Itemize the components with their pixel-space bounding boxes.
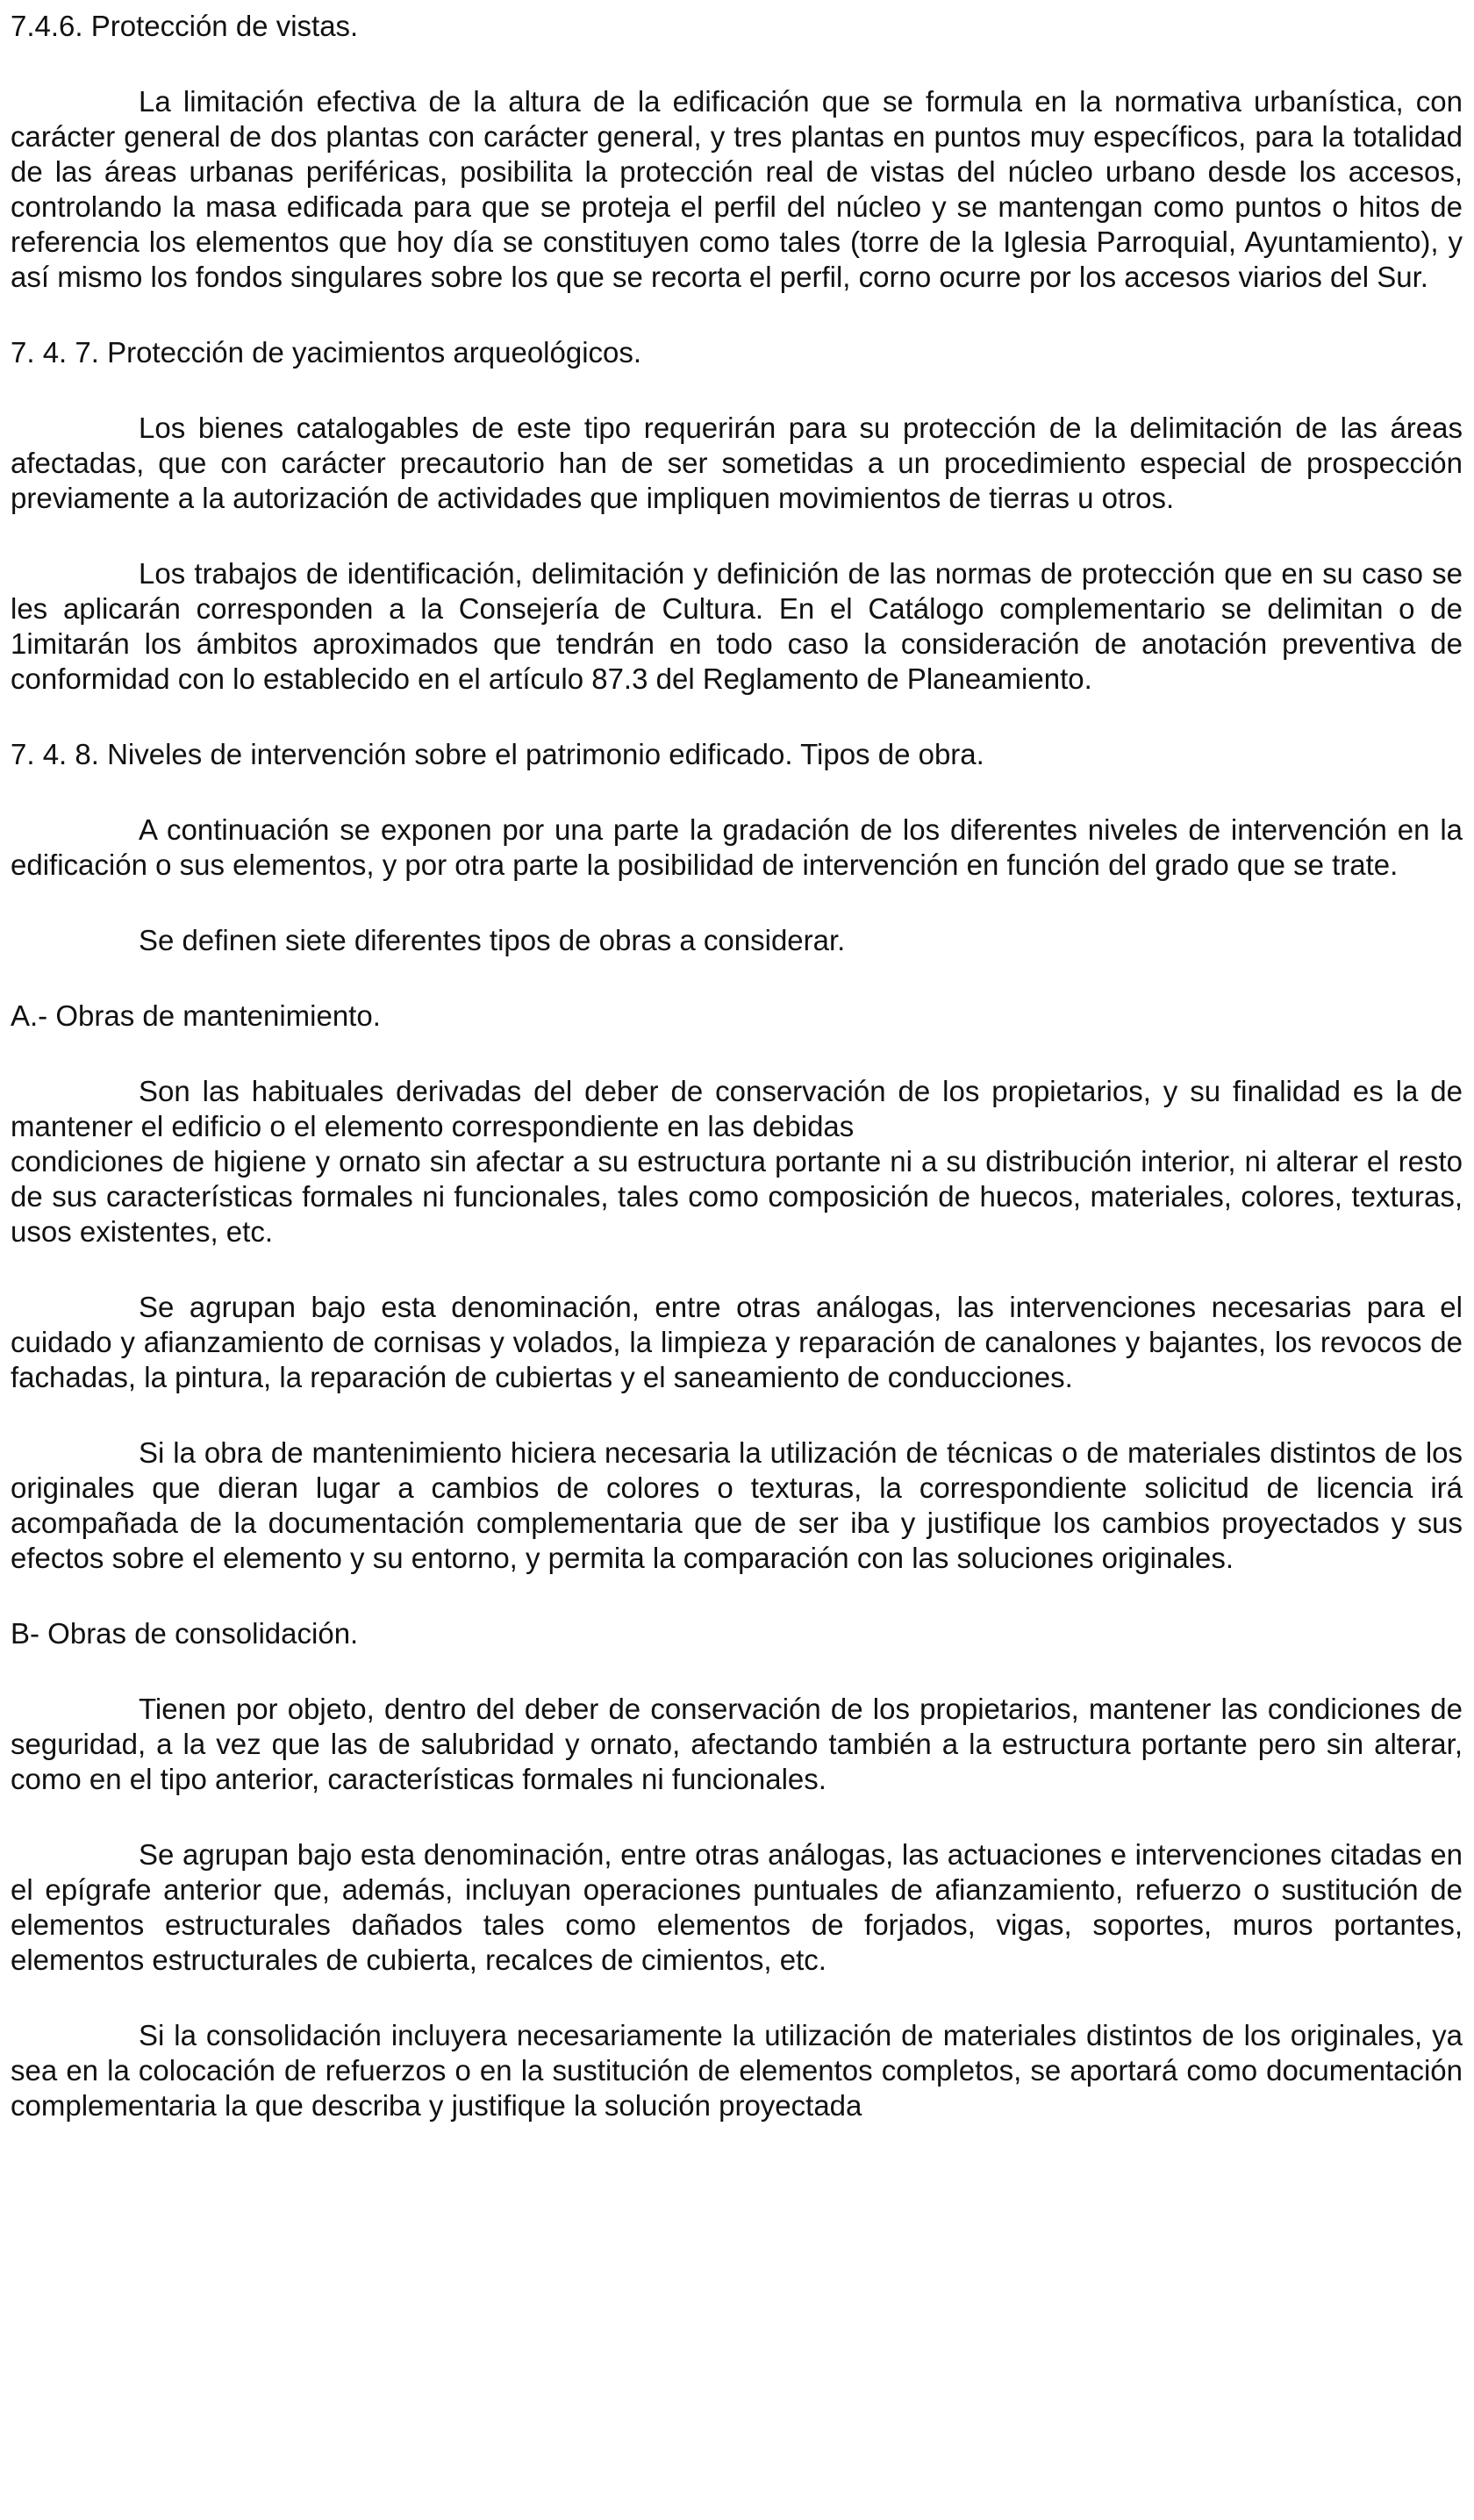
section-heading-7-4-6: 7.4.6. Protección de vistas. [11, 10, 359, 42]
paragraph: Si la consolidación incluyera necesariamente la utilización de materiales distintos de los originales, ya sea en la colocación de refuerzos o en la sustitución de elementos completos, se aportará como documentación complementaria la que describa y justifique la solución proyectada [11, 2019, 1463, 2122]
section-heading-7-4-8: 7. 4. 8. Niveles de intervención sobre el patrimonio edificado. Tipos de obra. [11, 738, 984, 770]
document-page [11, 9, 1463, 2123]
paragraph: La limitación efectiva de la altura de la edificación que se formula en la normativa urbanística, con carácter general de dos plantas con carácter general, y tres plantas en puntos muy específicos, para la totalidad de las áreas urbanas periféricas, posibilita la protección real de vistas del núcleo urbano desde los accesos, controlando la masa edificada para que se proteja el perfil del núcleo y se mantengan como puntos o hitos de referencia los elementos que hoy día se constituyen como tales (torre de la Iglesia Parroquial, Ayuntamiento), y así mismo los fondos singulares sobre los que se recorta el perfil, corno ocurre por los accesos viarios del Sur. [11, 85, 1463, 293]
section-heading-a: A.- Obras de mantenimiento. [11, 999, 381, 1032]
paragraph: A continuación se exponen por una parte la gradación de los diferentes niveles de intervención en la edificación o sus elementos, y por otra parte la posibilidad de intervención en función del grado que se trate. [11, 813, 1463, 881]
paragraph: Se agrupan bajo esta denominación, entre otras análogas, las intervenciones necesarias para el cuidado y afianzamiento de cornisas y volados, la limpieza y reparación de canalones y bajantes, los revocos de fachadas, la pintura, la reparación de cubiertas y el saneamiento de conducciones. [11, 1291, 1463, 1393]
paragraph: Tienen por objeto, dentro del deber de conservación de los propietarios, mantener las condiciones de seguridad, a la vez que las de salubridad y ornato, afectando también a la estructura portante pero sin alterar, como en el tipo anterior, características formales ni funcionales. [11, 1693, 1463, 1795]
paragraph: Los trabajos de identificación, delimitación y definición de las normas de protección que en su caso se les aplicarán corresponden a la Consejería de Cultura. En el Catálogo complementario se delimitan o de 1imitarán los ámbitos aproximados que tendrán en todo caso la consideración de anotación preventiva de conformidad con lo establecido en el artículo 87.3 del Reglamento de Planeamiento. [11, 557, 1463, 695]
section-heading-7-4-7: 7. 4. 7. Protección de yacimientos arqueológicos. [11, 336, 642, 369]
paragraph: Se agrupan bajo esta denominación, entre otras análogas, las actuaciones e intervenciones citadas en el epígrafe anterior que, además, incluyan operaciones puntuales de afianzamiento, refuerzo o sustitución de elementos estructurales dañados tales como elementos de forjados, vigas, soportes, muros portantes, elementos estructurales de cubierta, recalces de cimientos, etc. [11, 1838, 1463, 1976]
section-heading-b: B- Obras de consolidación. [11, 1617, 359, 1650]
paragraph: Los bienes catalogables de este tipo requerirán para su protección de la delimitación de las áreas afectadas, que con carácter precautorio han de ser sometidas a un procedimiento especial de prospección previamente a la autorización de actividades que impliquen movimientos de tierras u otros. [11, 412, 1463, 514]
paragraph-continuation: condiciones de higiene y ornato sin afectar a su estructura portante ni a su distribución interior, ni alterar el resto de sus características formales ni funcionales, tales como composición de huecos, materiales, colores, texturas, usos existentes, etc. [11, 1145, 1463, 1248]
paragraph: Si la obra de mantenimiento hiciera necesaria la utilización de técnicas o de materiales distintos de los originales que dieran lugar a cambios de colores o texturas, la correspondiente solicitud de licencia irá acompañada de la documentación complementaria que de ser iba y justifique los cambios proyectados y sus efectos sobre el elemento y su entorno, y permita la comparación con las soluciones originales. [11, 1436, 1463, 1574]
paragraph: Se definen siete diferentes tipos de obras a considerar. [139, 924, 846, 956]
paragraph-first-part: Son las habituales derivadas del deber de conservación de los propietarios, y su finalidad es la de mantener el edificio o el elemento correspondiente en las debidas [11, 1075, 1463, 1142]
